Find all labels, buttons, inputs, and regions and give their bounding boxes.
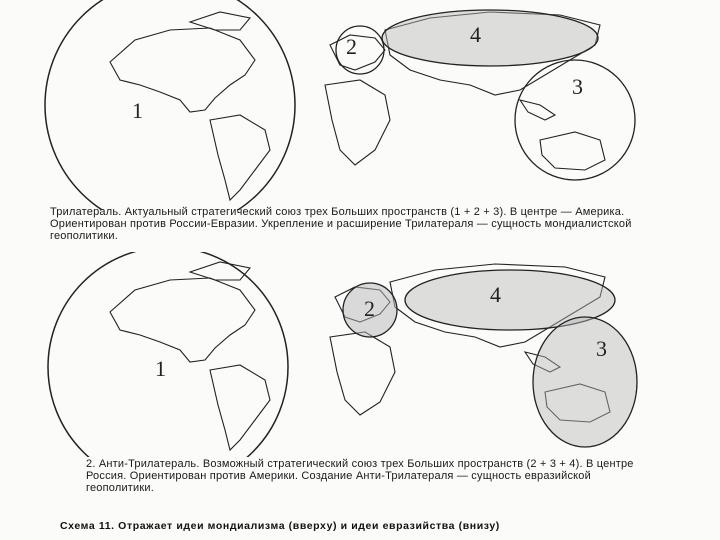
region-label-3: 3 [572,74,583,99]
region-label-1: 1 [155,356,166,381]
region-label-2: 2 [364,296,375,321]
region-label-1: 1 [132,98,143,123]
region-4-ellipse [382,10,598,66]
map-trilateral [40,0,700,210]
region-label-3: 3 [596,336,607,361]
region-label-4: 4 [470,22,481,47]
region-label-2: 2 [346,34,357,59]
region-1-circle [45,0,295,210]
region-2-circle [336,26,384,74]
map-anti-trilateral [40,252,700,457]
caption-trilateral: Трилатераль. Актуальный стратегический союз трех Больших пространств (1 + 2 + 3). В центре — Америка. Ориентирован против России-Евразии. Укрепление и расширение Трилатераля — сущность мондиалистской геополитики. [50,206,632,242]
caption-anti-trilateral: 2. Анти-Трилатераль. Возможный стратегический союз трех Больших пространств (2 + 3 + 4). В центре Россия. Ориентирован против Америки. Создание Анти-Трилатераля — сущность евразийской геополитики. [86,458,634,494]
schema-caption: Схема 11. Отражает идеи мондиализма (вверху) и идеи евразийства (внизу) [60,520,500,532]
world-map-top [40,0,700,210]
region-1-circle [48,252,288,457]
region-3-ellipse [533,317,637,447]
world-map-bottom [40,252,700,457]
region-label-4: 4 [490,282,501,307]
